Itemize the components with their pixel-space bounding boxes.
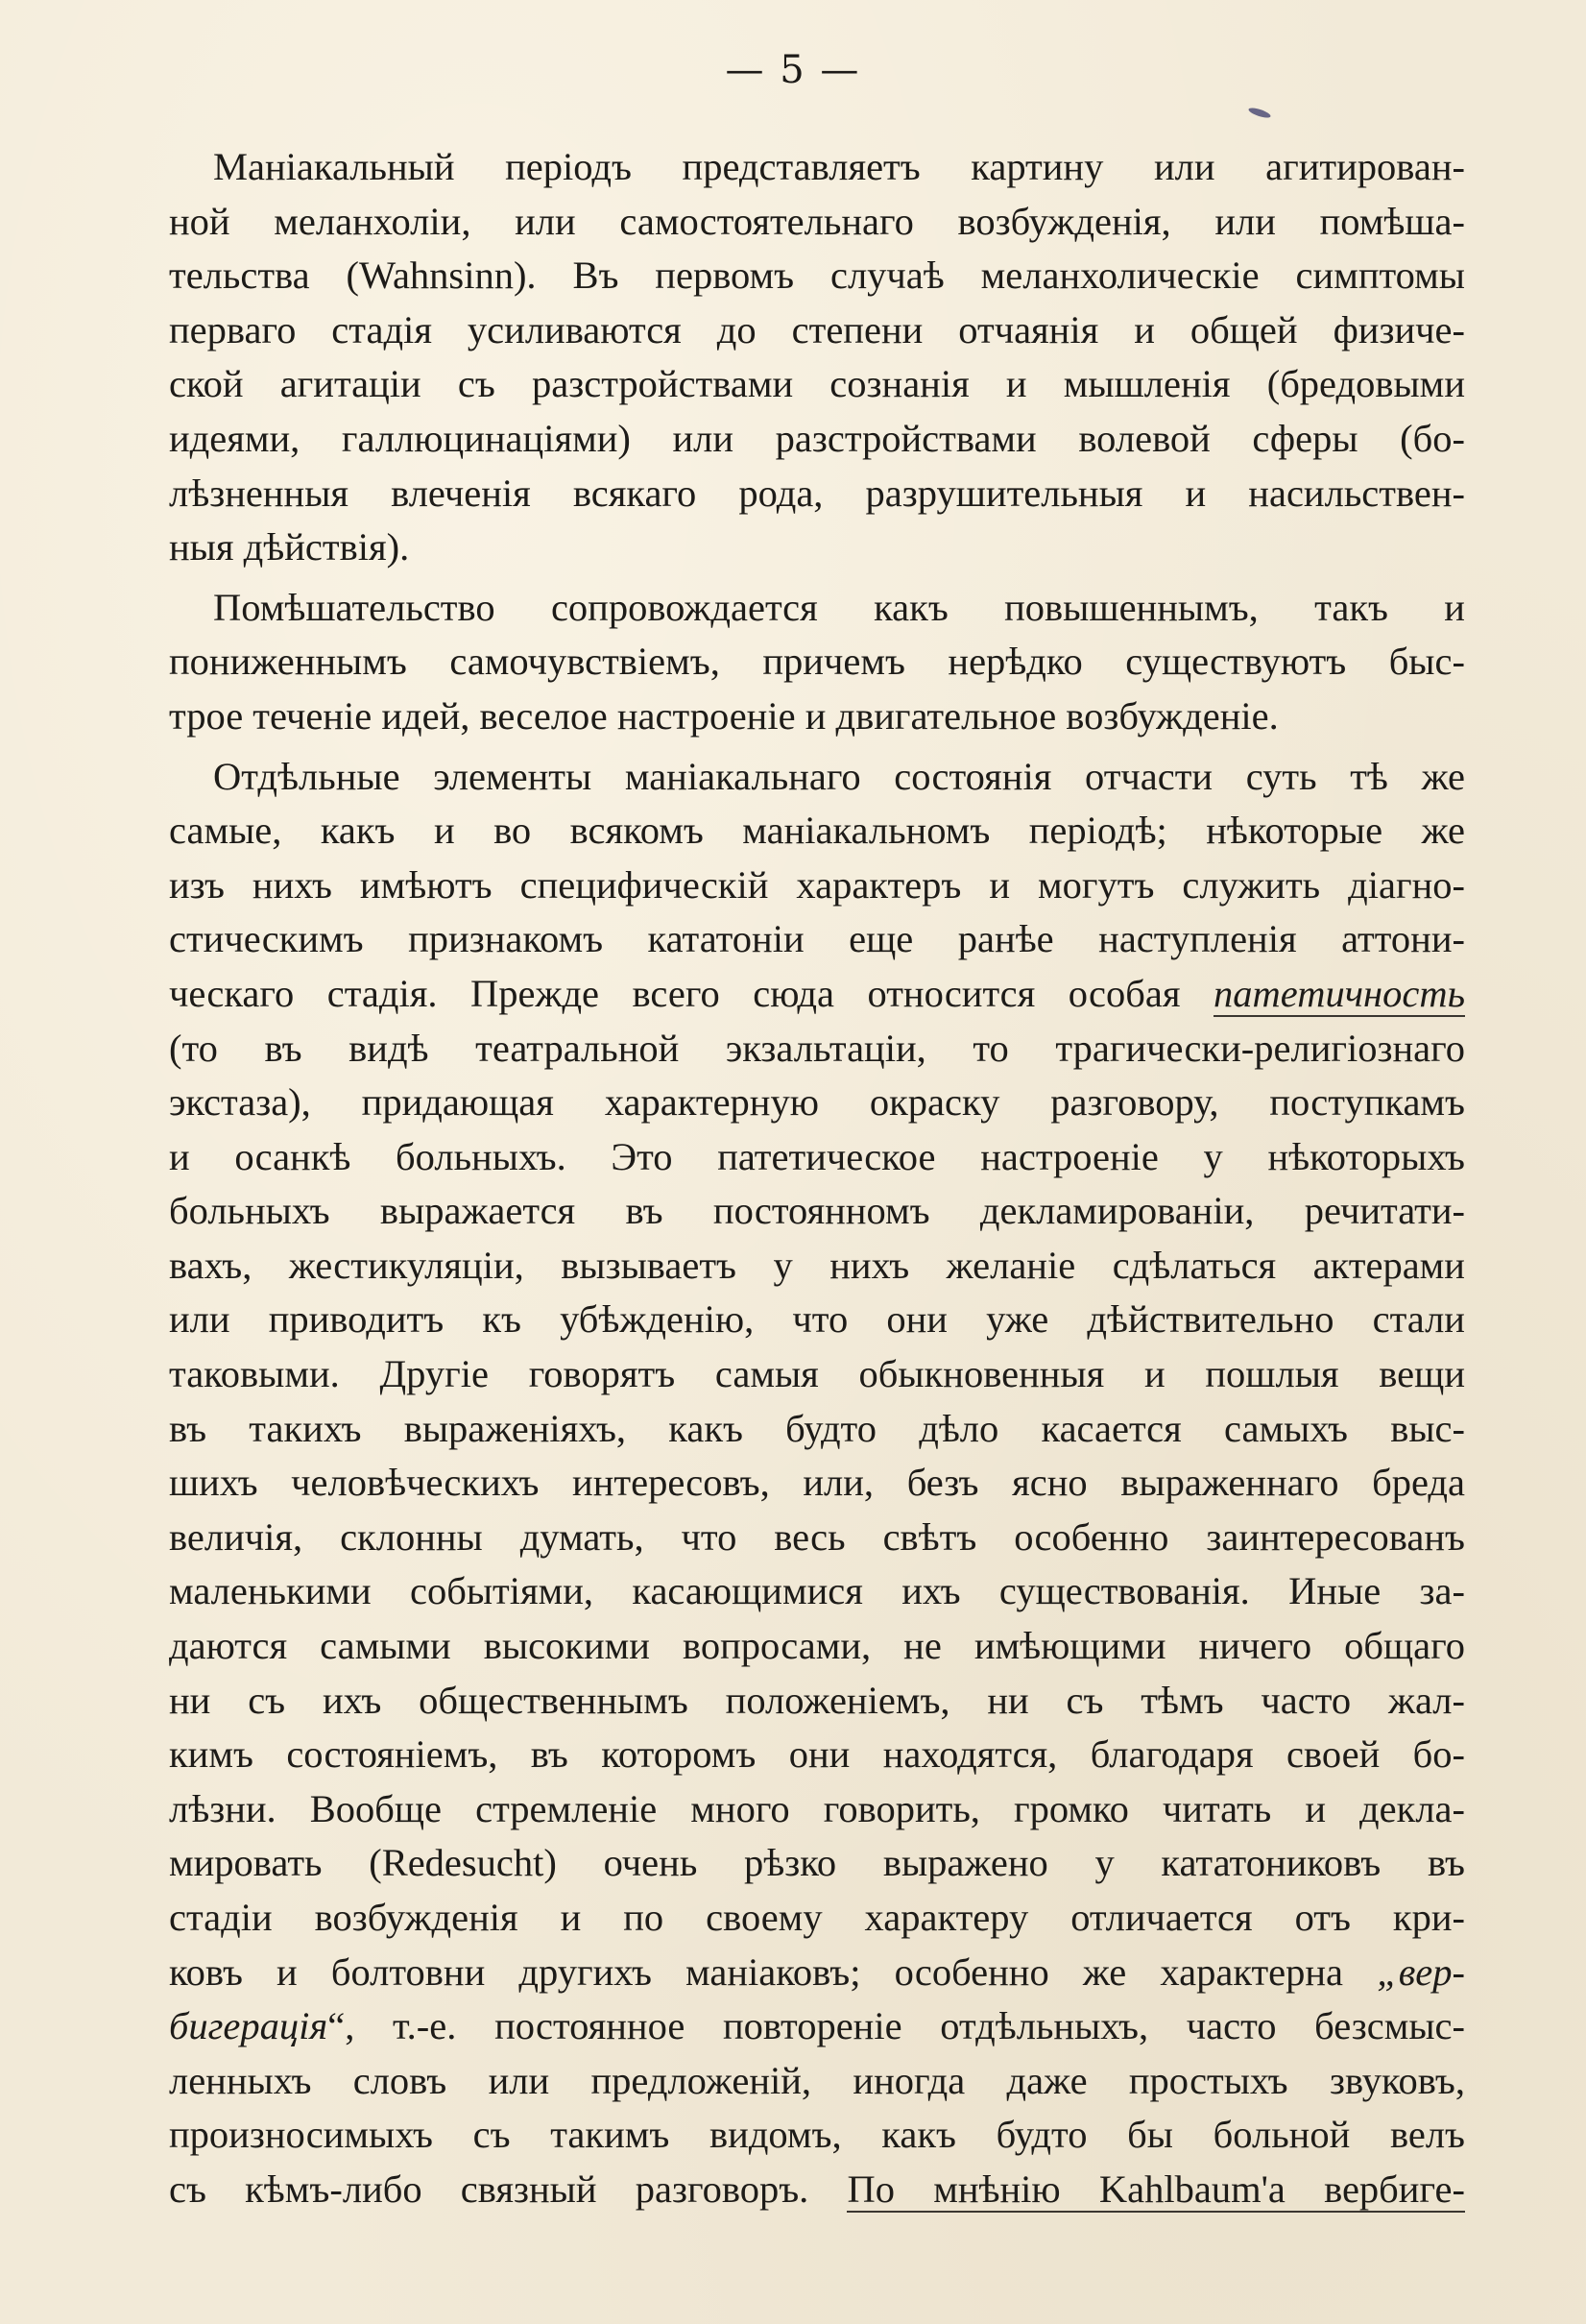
- text-line: величія, склонны думать, что весь свѣтъ особенно заинтересованъ: [169, 1514, 1465, 1559]
- text-line: перваго стадія усиливаются до степени отчаянія и общей физиче-: [169, 307, 1465, 351]
- text-line: Отдѣльные элементы маніакальнаго состоянія отчасти суть тѣ же: [213, 754, 1465, 798]
- text-line: идеями, галлюцинаціями) или разстройствами волевой сферы (бо-: [169, 416, 1465, 460]
- text-line: таковыми. Другіе говорятъ самыя обыкновенныя и пошлыя вещи: [169, 1352, 1465, 1396]
- text-line: ныя дѣйствія).: [169, 525, 410, 569]
- underlined-text: По мнѣнію Kahlbaum'a вербиге-: [847, 2167, 1466, 2211]
- text-line-part: ческаго стадія. Прежде всего сюда относится особая: [169, 971, 1181, 1015]
- paragraph-2: [169, 581, 1465, 744]
- text-line: Помѣшательство сопровождается какъ повышеннымъ, такъ и: [213, 585, 1465, 629]
- text-line: въ такихъ выраженіяхъ, какъ будто дѣло касается самыхъ выс-: [169, 1406, 1465, 1450]
- text-line: трое теченіе идей, веселое настроеніе и двигательное возбужденіе.: [169, 693, 1279, 738]
- text-line: мировать (Redesucht) очень рѣзко выражено у кататониковъ въ: [169, 1841, 1465, 1885]
- text-line: ни съ ихъ общественнымъ положеніемъ, ни съ тѣмъ часто жал-: [169, 1678, 1465, 1722]
- text-line: произносимыхъ съ такимъ видомъ, какъ будто бы больной велъ: [169, 2113, 1465, 2157]
- text-line: ленныхъ словъ или предложеній, иногда даже простыхъ звуковъ,: [169, 2058, 1465, 2102]
- text-line: Маніакальный періодъ представляетъ картину или агитирован-: [213, 145, 1465, 188]
- text-line: маленькими событіями, касающимися ихъ существованія. Иные за-: [169, 1569, 1465, 1613]
- text-line: [169, 1946, 1465, 2000]
- text-line: ной меланхоліи, или самостоятельнаго возбужденія, или помѣша-: [169, 199, 1465, 243]
- text-line: кимъ состояніемъ, въ которомъ они находятся, благодаря своей бо-: [169, 1732, 1465, 1777]
- text-line: стическимъ признакомъ кататоніи еще ранѣе наступленія аттони-: [169, 917, 1465, 961]
- text-line: (то въ видѣ театральной экзальтаціи, то трагически-религіознаго: [169, 1026, 1465, 1070]
- text-line: [169, 1999, 1465, 2054]
- emphasis: бигерація: [169, 2004, 328, 2048]
- text-line: стадіи возбужденія и по своему характеру отличается отъ кри-: [169, 1896, 1465, 1939]
- ink-mark: [1248, 106, 1272, 119]
- text-line: экстаза), придающая характерную окраску разговору, поступкамъ: [169, 1080, 1465, 1125]
- text-line: больныхъ выражается въ постоянномъ декламированіи, речитати-: [169, 1189, 1465, 1233]
- text-line: лѣзненныя влеченія всякаго рода, разрушительныя и насильствен-: [169, 471, 1465, 515]
- emphasis: „вер-: [1377, 1949, 1466, 1994]
- text-line: лѣзни. Вообще стремленіе много говорить, громко читать и декла-: [169, 1786, 1465, 1830]
- text-line: вахъ, жестикуляціи, вызываетъ у нихъ желаніе сдѣлаться актерами: [169, 1243, 1465, 1287]
- text-line: ской агитаціи съ разстройствами сознанія и мышленія (бредовыми: [169, 362, 1465, 406]
- text-line: изъ нихъ имѣютъ специфическій характеръ и могутъ служить діагно-: [169, 862, 1465, 907]
- text-line: или приводитъ къ убѣжденію, что они уже дѣйствительно стали: [169, 1297, 1465, 1342]
- text-line: [169, 2163, 1465, 2217]
- paragraph-3: [169, 750, 1465, 2217]
- page-number: — 5 —: [725, 48, 861, 92]
- body-text: [169, 140, 1465, 2217]
- text-line-part: ковъ и болтовни другихъ маніаковъ; особенно же характерна: [169, 1949, 1344, 1994]
- emphasis-underlined: патетичность: [1214, 971, 1466, 1015]
- text-line: [169, 967, 1465, 1022]
- text-line-part: съ кѣмъ-либо связный разговоръ.: [169, 2167, 809, 2211]
- text-line-part: “, т.-е. постоянное повтореніе отдѣльныхъ, часто безсмыс-: [327, 2004, 1465, 2048]
- text-line: самые, какъ и во всякомъ маніакальномъ періодѣ; нѣкоторые же: [169, 809, 1465, 853]
- paragraph-1: [169, 140, 1465, 575]
- text-line: тельства (Wahnsinn). Въ первомъ случаѣ меланхолическіе симптомы: [169, 254, 1465, 298]
- text-line: и осанкѣ больныхъ. Это патетическое настроеніе у нѣкоторыхъ: [169, 1134, 1465, 1178]
- text-line: пониженнымъ самочувствіемъ, причемъ нерѣдко существуютъ быс-: [169, 640, 1465, 684]
- text-line: даются самыми высокими вопросами, не имѣющими ничего общаго: [169, 1624, 1465, 1668]
- text-line: шихъ человѣческихъ интересовъ, или, безъ ясно выраженнаго бреда: [169, 1461, 1465, 1505]
